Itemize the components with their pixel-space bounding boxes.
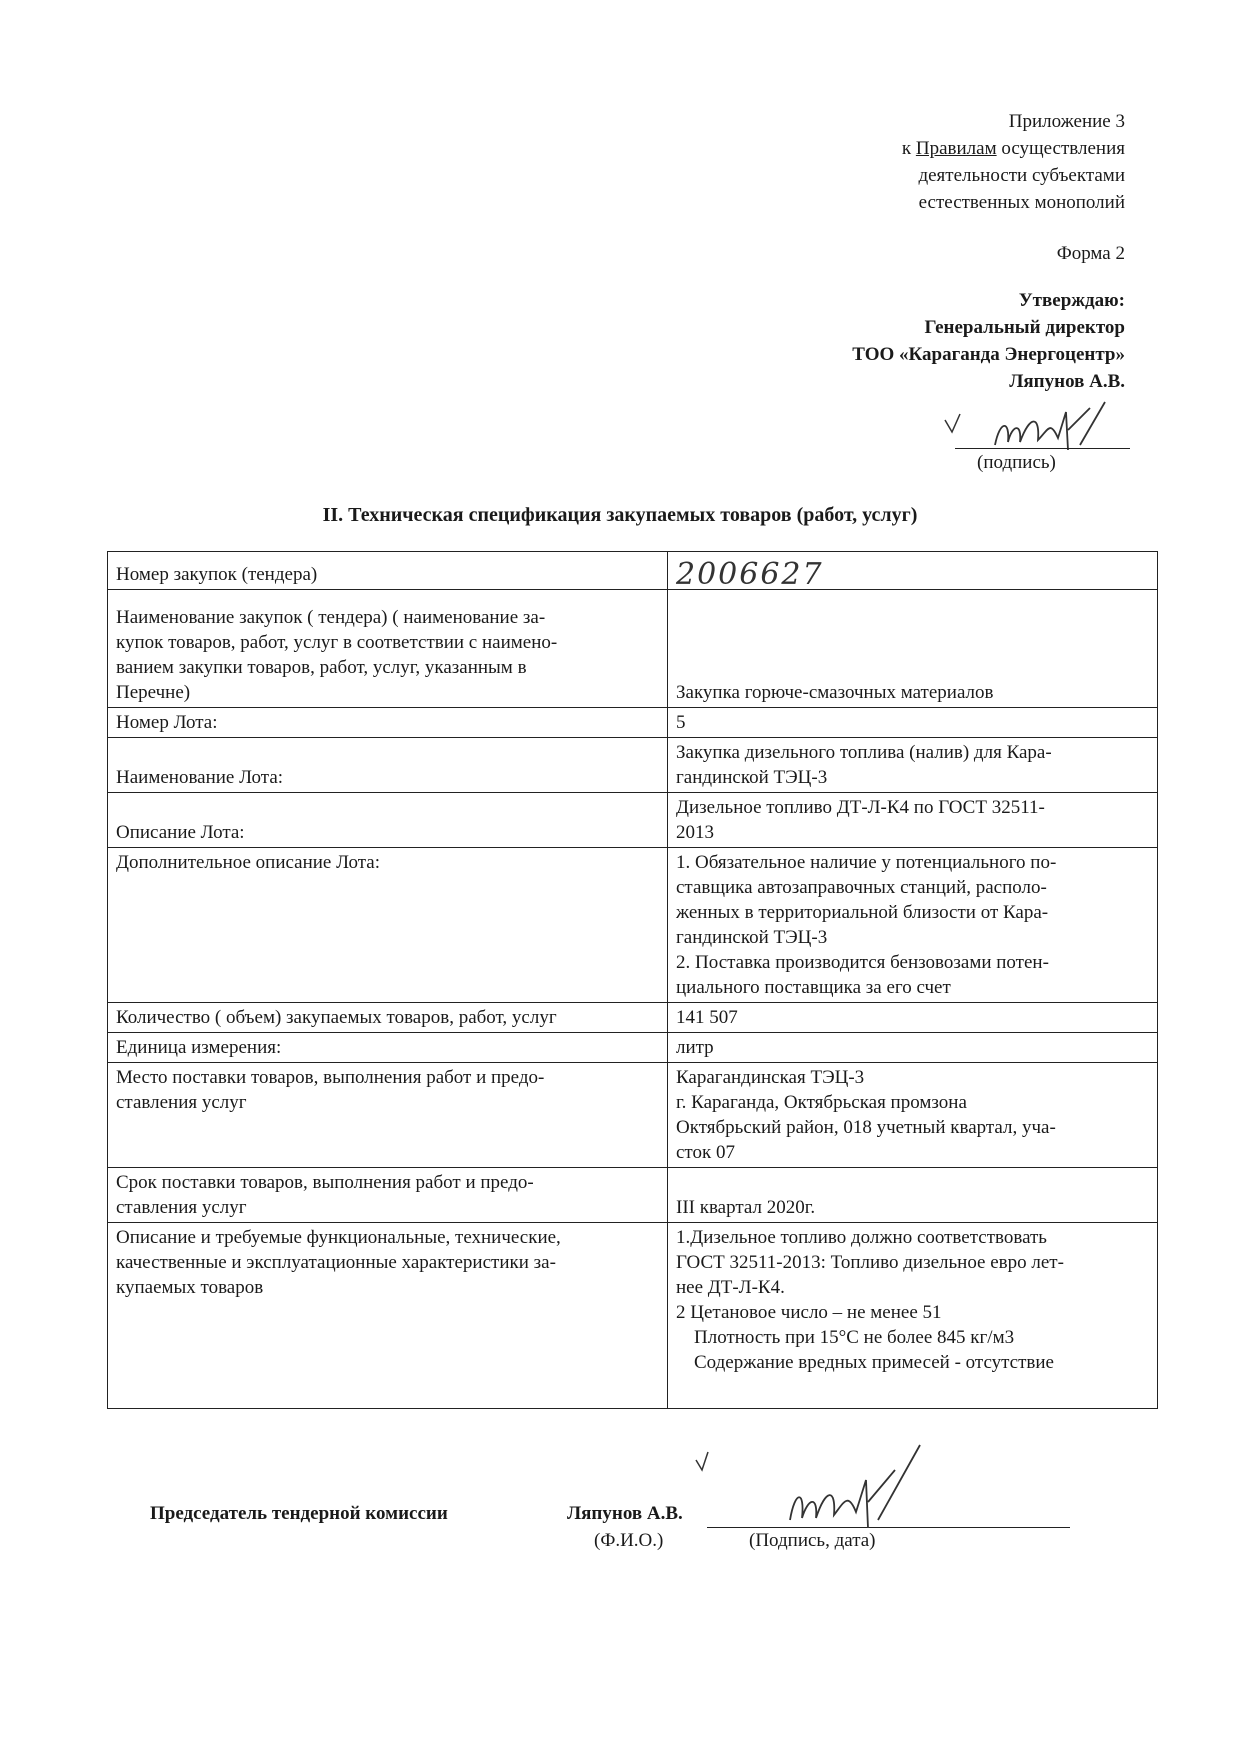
spec-row-label: Место поставки товаров, выполнения работ и предо- ставления услуг <box>108 1063 668 1168</box>
spec-row-label: Наименование Лота: <box>108 738 668 793</box>
spec-value-line: 2. Поставка производится бензовозами потен- <box>676 952 1049 973</box>
spec-row-value <box>668 793 1158 848</box>
spec-row <box>108 1063 1158 1168</box>
appendix-line-3: деятельности субъектами <box>918 165 1125 186</box>
spec-value-line: Содержание вредных примесей - отсутствие <box>694 1352 1054 1373</box>
spec-value-line: III квартал 2020г. <box>676 1197 816 1218</box>
specification-table-body <box>108 552 1158 1409</box>
spec-value-line: ГОСТ 32511-2013: Топливо дизельное евро лет- <box>676 1252 1064 1273</box>
document-title: II. Техническая спецификация закупаемых товаров (работ, услуг) <box>322 504 918 526</box>
spec-row-value <box>668 738 1158 793</box>
spec-value-line: 141 507 <box>676 1007 738 1028</box>
spec-value-line: Дизельное топливо ДТ-Л-К4 по ГОСТ 32511- <box>676 797 1045 818</box>
spec-row-label: Номер закупок (тендера) <box>108 552 668 590</box>
spec-row-label: Наименование закупок ( тендера) ( наименование за- купок товаров, работ, услуг в соответствии с наимено- ванием закупки товаров, работ, услуг, указанным в Перечне) <box>108 590 668 708</box>
appendix-line-2-suffix: осуществления <box>996 138 1125 159</box>
spec-row <box>108 708 1158 738</box>
appendix-line-2 <box>902 135 1125 162</box>
spec-value-line: Закупка горюче-смазочных материалов <box>676 682 994 703</box>
spec-row-value <box>668 552 1158 590</box>
spec-value-line: гандинской ТЭЦ-3 <box>676 767 828 788</box>
spec-row-value <box>668 708 1158 738</box>
spec-row <box>108 848 1158 1003</box>
approver-signature <box>940 400 1135 460</box>
spec-row-label: Единица измерения: <box>108 1033 668 1063</box>
signature-caption: (подпись) <box>977 452 1056 473</box>
spec-row-label: Дополнительное описание Лота: <box>108 848 668 1003</box>
appendix-reference <box>902 108 1125 216</box>
spec-value-line: 2 Цетановое число – не менее 51 <box>676 1302 942 1323</box>
spec-value-line: сток 07 <box>676 1142 735 1163</box>
spec-value-line: г. Караганда, Октябрьская промзона <box>676 1092 967 1113</box>
approver-position: Генеральный директор <box>924 317 1125 338</box>
commission-chair-name: Ляпунов А.В. <box>567 1503 683 1524</box>
spec-value-line: 2013 <box>676 822 714 843</box>
commission-chair-label: Председатель тендерной комиссии <box>150 1503 448 1524</box>
spec-value-line: 1. Обязательное наличие у потенциального по- <box>676 852 1057 873</box>
spec-value-line: 5 <box>676 712 686 733</box>
spec-row <box>108 1003 1158 1033</box>
fio-caption: (Ф.И.О.) <box>594 1530 664 1551</box>
approver-company: ТОО «Караганда Энергоцентр» <box>852 344 1125 365</box>
approver-name: Ляпунов А.В. <box>1009 371 1125 392</box>
form-label: Форма 2 <box>1056 243 1125 264</box>
spec-row-value <box>668 1033 1158 1063</box>
appendix-line-2-prefix: к <box>901 138 916 159</box>
spec-value-line: Закупка дизельного топлива (налив) для Кара- <box>676 742 1052 763</box>
spec-value-line: Плотность при 15°С не более 845 кг/м3 <box>694 1327 1015 1348</box>
signature-line-top <box>955 448 1130 449</box>
spec-value-line: Октябрьский район, 018 учетный квартал, уча- <box>676 1117 1056 1138</box>
spec-value-line: ставщика автозаправочных станций, располо- <box>676 877 1047 898</box>
spec-value-line: нее ДТ-Л-К4. <box>676 1277 785 1298</box>
spec-row-value <box>668 590 1158 708</box>
spec-value-line: Карагандинская ТЭЦ-3 <box>676 1067 865 1088</box>
spec-row-value <box>668 1168 1158 1223</box>
spec-row-label: Количество ( объем) закупаемых товаров, работ, услуг <box>108 1003 668 1033</box>
spec-row-label: Номер Лота: <box>108 708 668 738</box>
spec-row <box>108 552 1158 590</box>
spec-row-label: Описание и требуемые функциональные, технические, качественные и эксплуатационные характеристики за- купаемых товаров <box>108 1223 668 1409</box>
spec-row-label: Описание Лота: <box>108 793 668 848</box>
spec-value-line: циального поставщика за его счет <box>676 977 951 998</box>
appendix-line-1: Приложение 3 <box>1008 111 1125 132</box>
specification-table <box>107 551 1158 1409</box>
spec-row-value <box>668 848 1158 1003</box>
spec-row-label: Срок поставки товаров, выполнения работ и предо- ставления услуг <box>108 1168 668 1223</box>
spec-value-line: литр <box>676 1037 714 1058</box>
spec-row <box>108 1223 1158 1409</box>
approve-label: Утверждаю: <box>1018 290 1125 311</box>
spec-row <box>108 1033 1158 1063</box>
spec-value-line: женных в территориальной близости от Кара- <box>676 902 1049 923</box>
chair-signature <box>690 1440 940 1530</box>
spec-row-value <box>668 1063 1158 1168</box>
spec-row <box>108 1168 1158 1223</box>
sign-date-caption: (Подпись, дата) <box>749 1530 876 1551</box>
spec-value-line: 2006627 <box>676 557 824 592</box>
spec-value-line: 1.Дизельное топливо должно соответствовать <box>676 1227 1047 1248</box>
spec-row-value <box>668 1003 1158 1033</box>
spec-row-value <box>668 1223 1158 1409</box>
rules-link: Правилам <box>915 138 997 159</box>
approval-block <box>852 287 1125 395</box>
spec-row <box>108 793 1158 848</box>
spec-row <box>108 738 1158 793</box>
appendix-line-4: естественных монополий <box>918 192 1125 213</box>
spec-row <box>108 590 1158 708</box>
spec-value-line: гандинской ТЭЦ-3 <box>676 927 828 948</box>
